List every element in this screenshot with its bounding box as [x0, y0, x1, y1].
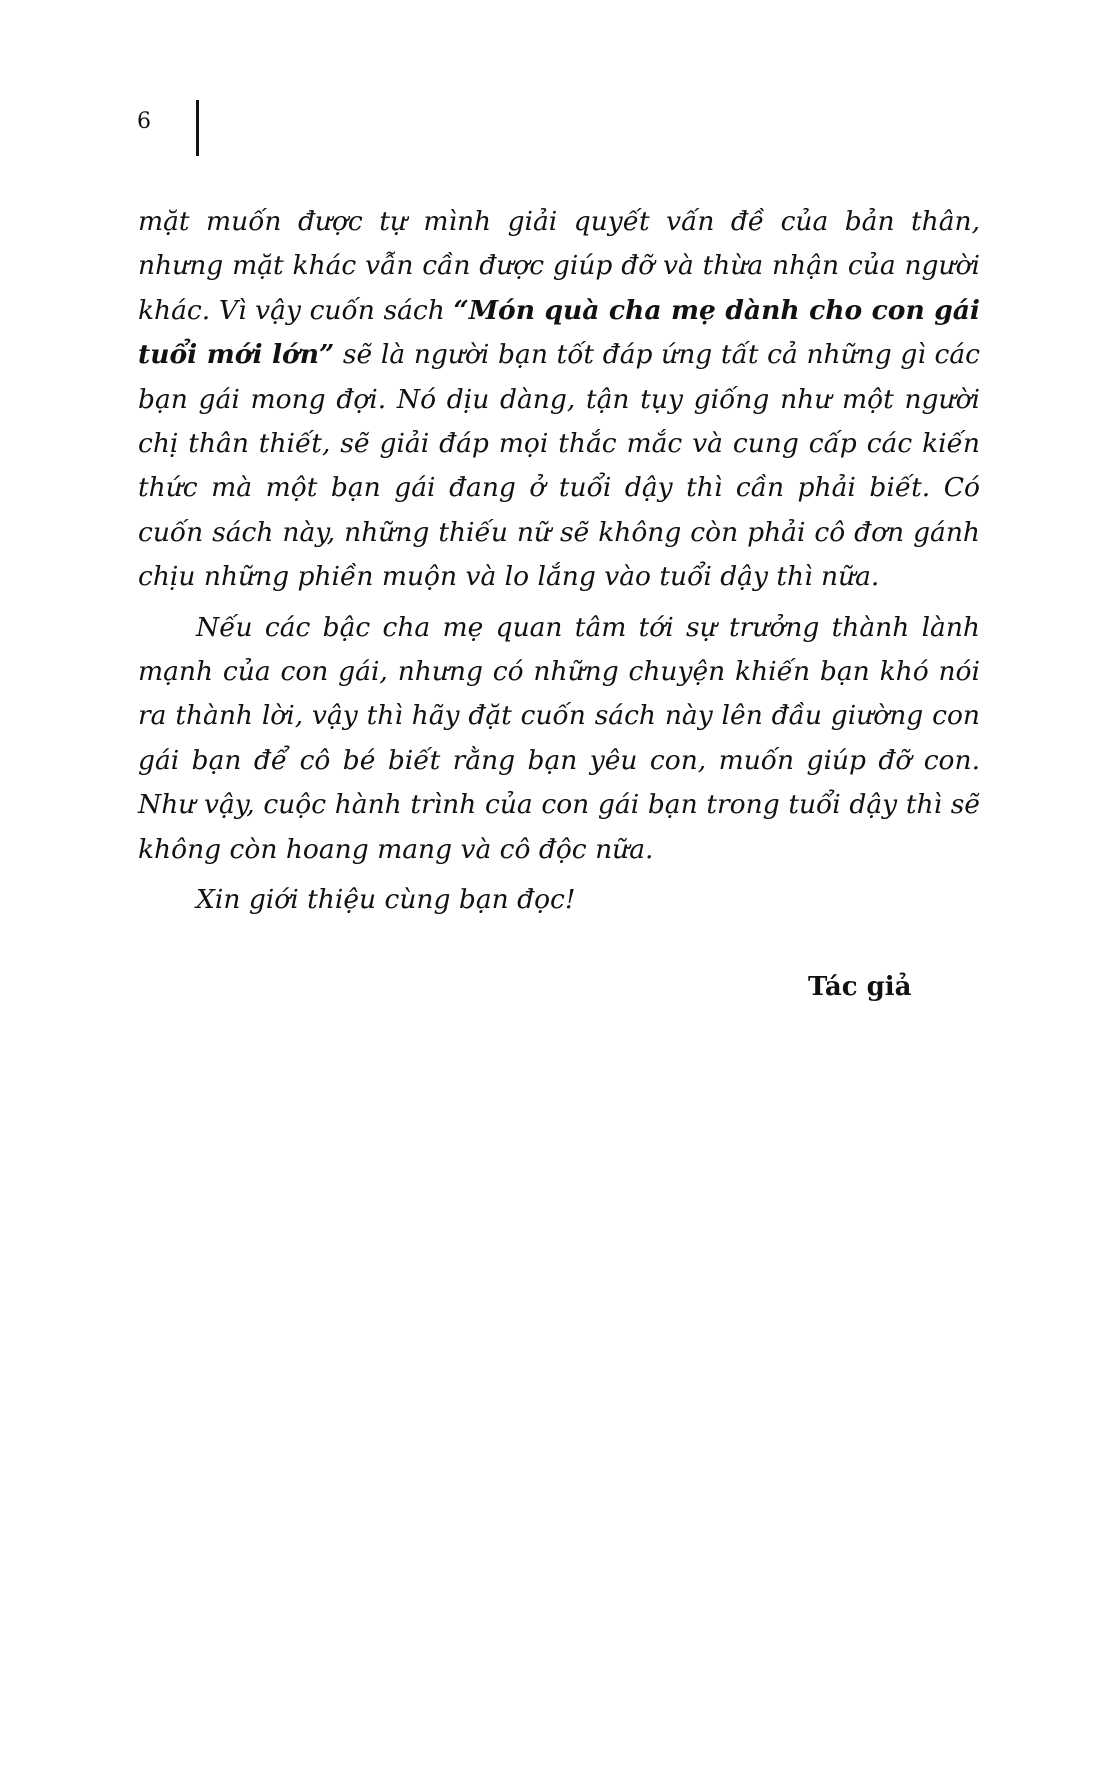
body-text	[138, 200, 980, 929]
paragraph-1	[138, 200, 980, 600]
book-title: “Món quà cha mẹ dành cho con gái tuổi mới lớn”	[138, 294, 980, 371]
author-signature: Tác giả	[808, 972, 912, 1002]
page-number: 6	[137, 109, 151, 134]
paragraph-3: Xin giới thiệu cùng bạn đọc!	[196, 884, 576, 916]
paragraph-1-end: sẽ là người bạn tốt đáp ứng tất cả những gì các bạn gái mong đợi. Nó dịu dàng, tận tụy giống như một người chị thân thiết, sẽ giải đáp mọi thắc mắc và cung cấp các kiến thức mà một bạn gái đang ở tuổi dậy thì cần phải biết. Có cuốn sách này, những thiếu nữ sẽ không còn phải cô đơn gánh chịu những phiền muộn và lo lắng vào tuổi dậy thì nữa.	[138, 339, 980, 593]
paragraph-2: Nếu các bậc cha mẹ quan tâm tới sự trưởng thành lành mạnh của con gái, nhưng có những chuyện khiến bạn khó nói ra thành lời, vậy thì hãy đặt cuốn sách này lên đầu giường con gái bạn để cô bé biết rằng bạn yêu con, muốn giúp đỡ con. Như vậy, cuộc hành trình của con gái bạn trong tuổi dậy thì sẽ không còn hoang mang và cô độc nữa.	[138, 611, 980, 865]
paragraph-1-start: mặt muốn được tự mình giải quyết vấn đề của bản thân, nhưng mặt khác vẫn cần được giúp đỡ và thừa nhận của người khác. Vì vậy cuốn sách	[138, 206, 980, 326]
header-divider	[196, 100, 199, 156]
